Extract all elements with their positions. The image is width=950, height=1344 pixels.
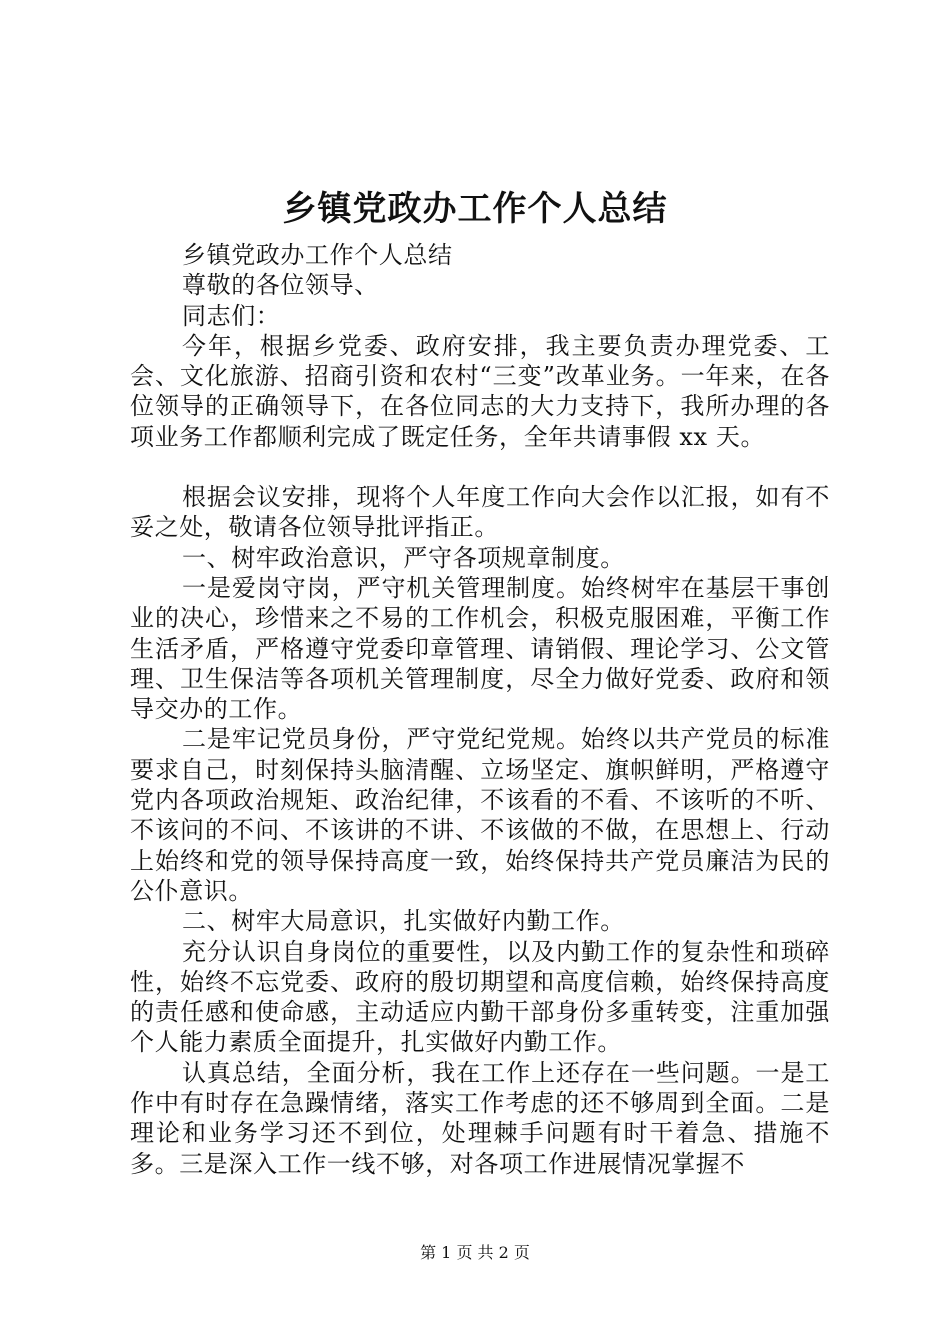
document-body	[130, 240, 830, 1179]
paragraph-intro: 今年，根据乡党委、政府安排，我主要负责办理党委、工会、文化旅游、招商引资和农村“三变”改革业务。一年来，在各位领导的正确领导下，在各位同志的大力支持下，我所办理的各项业务工作都顺利完成了既定任务，全年共请事假 xx 天。	[130, 331, 830, 451]
paragraph-point-2: 二是牢记党员身份，严守党纪党规。始终以共产党员的标准要求自己，时刻保持头脑清醒、立场坚定、旗帜鲜明，严格遵守党内各项政治规矩、政治纪律，不该看的不看、不该听的不听、不该问的不问、不该讲的不讲、不该做的不做，在思想上、行动上始终和党的领导保持高度一致，始终保持共产党员廉洁为民的公仆意识。	[130, 725, 830, 905]
paragraph-salutation-2: 同志们：	[182, 301, 281, 330]
paragraph-salutation-1: 尊敬的各位领导、	[182, 271, 379, 300]
paragraph-heading-repeat: 乡镇党政办工作个人总结	[182, 241, 453, 269]
section-heading-2: 二、树牢大局意识，扎实做好内勤工作。	[182, 907, 625, 936]
paragraph-internal-work: 充分认识自身岗位的重要性，以及内勤工作的复杂性和琐碎性，始终不忘党委、政府的殷切期望和高度信赖，始终保持高度的责任感和使命感，主动适应内勤干部身份多重转变，注重加强个人能力素质全面提升，扎实做好内勤工作。	[130, 937, 830, 1057]
paragraph-report-note: 根据会议安排，现将个人年度工作向大会作以汇报，如有不妥之处，敬请各位领导批评指正。	[130, 483, 830, 542]
section-heading-1: 一、树牢政治意识，严守各项规章制度。	[182, 543, 625, 572]
paragraph-point-1: 一是爱岗守岗，严守机关管理制度。始终树牢在基层干事创业的决心，珍惜来之不易的工作机会，积极克服困难，平衡工作生活矛盾，严格遵守党委印章管理、请销假、理论学习、公文管理、卫生保洁等各项机关管理制度，尽全力做好党委、政府和领导交办的工作。	[130, 573, 830, 724]
paragraph-problems: 认真总结，全面分析，我在工作上还存在一些问题。一是工作中有时存在急躁情绪，落实工作考虑的还不够周到全面。二是理论和业务学习还不到位，处理棘手问题有时干着急、措施不多。三是深入工作一线不够，对各项工作进展情况掌握不	[130, 1058, 830, 1178]
page-footer: 第 1 页 共 2 页	[420, 1243, 530, 1262]
document-title: 乡镇党政办工作个人总结	[282, 189, 668, 229]
